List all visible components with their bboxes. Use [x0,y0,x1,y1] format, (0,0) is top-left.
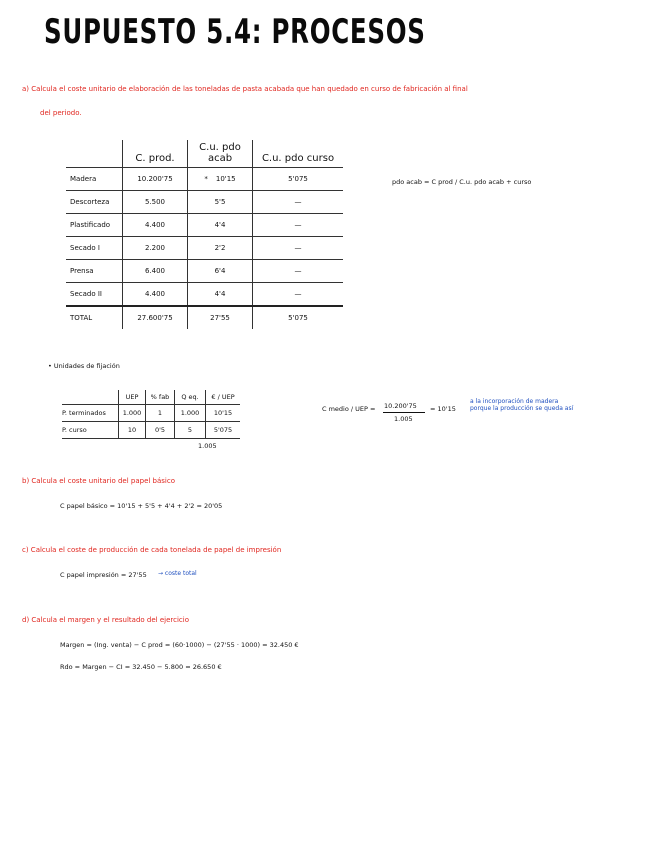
table-cell: 1.000 [119,405,146,422]
question-d: d) Calcula el margen y el resultado del ejercicio [22,616,189,624]
answer-c: C papel impresión = 27'55 [60,571,147,579]
table-cell: — [253,237,344,260]
question-a-line2: del periodo. [40,109,82,117]
uep-table-header: Q eq. [175,390,206,405]
table-cell: 5'075 [253,306,344,329]
star-mark: * [204,175,208,183]
table-cell: 27.600'75 [123,306,188,329]
table-cell: 5'075 [206,422,241,439]
pdo-formula: pdo acab = C prod / C.u. pdo acab + curso [392,178,532,186]
question-b: b) Calcula el coste unitario del papel básico [22,477,176,485]
cost-table-header: C.u. pdo curso [253,140,344,168]
table-row [66,237,343,260]
cost-table-header: C.u. pdo acab [188,140,253,168]
table-cell: 1.000 [175,405,206,422]
table-cell: 5 [175,422,206,439]
table-cell: 5'5 [188,191,253,214]
table-cell: 2'2 [188,237,253,260]
table-row-total [66,306,343,329]
table-cell: Plastificado [66,214,123,237]
table-cell: 4.400 [123,283,188,307]
table-cell: 4'4 [188,214,253,237]
table-row [66,214,343,237]
uep-table-header: UEP [119,390,146,405]
table-cell: 6'4 [188,260,253,283]
table-cell: — [253,283,344,307]
table-cell: — [253,214,344,237]
question-a-line1: a) Calcula el coste unitario de elaboración de las toneladas de pasta acabada que han quedado en curso de fabricación al final [22,85,468,93]
answer-d-result: Rdo = Margen − CI = 32.450 − 5.800 = 26.650 € [60,663,222,671]
homogenization-label: • Unidades de fijación [48,362,120,370]
cost-table [66,140,343,329]
table-cell: 6.400 [123,260,188,283]
page-title: SUPUESTO 5.4: PROCESOS [44,12,426,52]
table-cell [188,168,253,191]
table-cell: 5'075 [253,168,344,191]
cmed-denominator: 1.005 [394,415,413,423]
uep-table-header: % fab [146,390,175,405]
table-cell: — [253,191,344,214]
table-cell: 4'4 [188,283,253,307]
table-cell: 4.400 [123,214,188,237]
table-cell: — [253,260,344,283]
answer-d-margin: Margen = (Ing. venta) − C prod = (60·1000) − (27'55 · 1000) = 32.450 € [60,641,299,649]
table-cell: P. curso [62,422,119,439]
cost-table-header: C. prod. [123,140,188,168]
table-cell: TOTAL [66,306,123,329]
fraction-bar [383,412,425,413]
table-cell: 0'5 [146,422,175,439]
table-cell: 10 [119,422,146,439]
table-cell: Secado I [66,237,123,260]
table-cell: Prensa [66,260,123,283]
table-cell: 1 [146,405,175,422]
cmed-lhs: C medio / UEP = [322,405,376,413]
table-row [66,283,343,307]
cmed-note: a la incorporación de madera porque la producción se queda así [470,398,574,412]
table-cell: Descorteza [66,191,123,214]
table-row [66,168,343,191]
table-cell: 10'15 [206,405,241,422]
table-cell: Madera [66,168,123,191]
table-row [62,422,240,439]
answer-c-note: → coste total [158,570,197,577]
cmed-numerator: 10.200'75 [384,402,417,410]
table-cell: P. terminados [62,405,119,422]
table-row [66,260,343,283]
answer-b: C papel básico = 10'15 + 5'5 + 4'4 + 2'2 = 20'05 [60,502,223,510]
table-row [66,191,343,214]
uep-total: 1.005 [198,442,217,450]
table-cell: Secado II [66,283,123,307]
table-cell-value: 10'15 [215,175,236,183]
table-cell: 5.500 [123,191,188,214]
table-cell: 10.200'75 [123,168,188,191]
uep-table-header [62,390,119,405]
question-c: c) Calcula el coste de producción de cada tonelada de papel de impresión [22,546,282,554]
uep-table-header: € / UEP [206,390,241,405]
uep-table [62,390,240,439]
table-row [62,405,240,422]
table-cell: 27'55 [188,306,253,329]
cost-table-header [66,140,123,168]
table-cell: 2.200 [123,237,188,260]
cmed-result: = 10'15 [430,405,456,413]
